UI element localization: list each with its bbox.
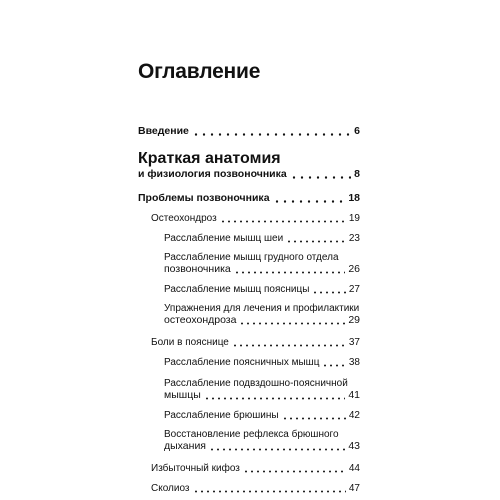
toc-entry-text: Расслабление мышц грудного отдела [164, 252, 339, 263]
toc-entry[interactable] [164, 356, 360, 369]
toc-entry[interactable] [151, 212, 360, 225]
page-number: 18 [348, 192, 360, 204]
toc-entry-text: позвоночника [164, 263, 231, 275]
toc-entry[interactable] [151, 336, 360, 349]
toc-entry[interactable] [164, 378, 360, 402]
page-number: 8 [354, 168, 360, 180]
dot-leader [193, 483, 346, 493]
page-number: 29 [348, 314, 360, 326]
toc-entry[interactable] [164, 283, 360, 296]
dot-leader [282, 410, 346, 420]
toc-entry[interactable] [151, 482, 360, 495]
toc-entry[interactable] [138, 125, 360, 138]
page-number: 27 [348, 284, 360, 295]
dot-leader [209, 441, 345, 451]
page-number: 26 [348, 263, 360, 275]
page-number: 44 [348, 463, 360, 474]
dot-leader [290, 169, 351, 179]
toc-entry-text: Сколиоз [151, 483, 190, 494]
table-of-contents [138, 125, 360, 495]
toc-entry[interactable] [164, 232, 360, 245]
dot-leader [273, 193, 346, 203]
page-number: 43 [348, 440, 360, 452]
dot-leader [312, 284, 345, 294]
page-number: 42 [348, 410, 360, 421]
page-number: 6 [354, 125, 360, 137]
toc-entry-text: и физиология позвоночника [138, 168, 287, 180]
toc-entry[interactable] [151, 462, 360, 475]
toc-entry[interactable] [164, 409, 360, 422]
toc-entry-text: Проблемы позвоночника [138, 192, 270, 204]
dot-leader [239, 315, 345, 325]
toc-entry-text: Расслабление поясничных мышц [164, 357, 320, 368]
page-number: 37 [348, 337, 360, 348]
page-number: 38 [348, 357, 360, 368]
toc-entry[interactable] [138, 192, 360, 205]
dot-leader [243, 463, 346, 473]
toc-entry-text: Расслабление брюшины [164, 410, 279, 421]
dot-leader [204, 390, 346, 400]
toc-entry-lastline [164, 314, 360, 327]
dot-leader [192, 126, 351, 136]
toc-entry-text: Восстановление рефлекса брюшного [164, 429, 339, 440]
page-number: 23 [348, 233, 360, 244]
toc-entry-text: Расслабление подвздошно-поясничной [164, 378, 348, 389]
page-number: 41 [348, 389, 360, 401]
toc-entry-text: дыхания [164, 440, 206, 452]
toc-entry[interactable] [138, 150, 360, 181]
toc-entry-lastline [164, 263, 360, 276]
dot-leader [234, 264, 346, 274]
page-title: Оглавление [138, 60, 261, 83]
dot-leader [322, 357, 345, 367]
toc-entry-text: остеохондроза [164, 314, 237, 326]
toc-entry-text: Расслабление мышц шеи [164, 233, 284, 244]
toc-entry-text: Боли в пояснице [151, 337, 229, 348]
toc-entry-lastline [164, 389, 360, 402]
toc-entry-text: Избыточный кифоз [151, 463, 240, 474]
toc-entry[interactable] [164, 429, 360, 453]
toc-entry-text: Введение [138, 125, 189, 137]
dot-leader [286, 233, 346, 243]
toc-entry-lastline [138, 168, 360, 181]
dot-leader [220, 213, 346, 223]
toc-entry-text: мышцы [164, 389, 201, 401]
toc-entry-text: Упражнения для лечения и профилактики [164, 303, 360, 314]
toc-entry-lastline [164, 440, 360, 453]
toc-entry[interactable] [164, 252, 360, 276]
dot-leader [232, 337, 346, 347]
toc-entry-text: Расслабление мышц поясницы [164, 284, 310, 295]
toc-entry[interactable] [164, 303, 360, 327]
toc-entry-text: Краткая анатомия [138, 150, 281, 167]
page-number: 47 [348, 483, 360, 494]
toc-entry-text: Остеохондроз [151, 213, 217, 224]
page-number: 19 [348, 213, 360, 224]
